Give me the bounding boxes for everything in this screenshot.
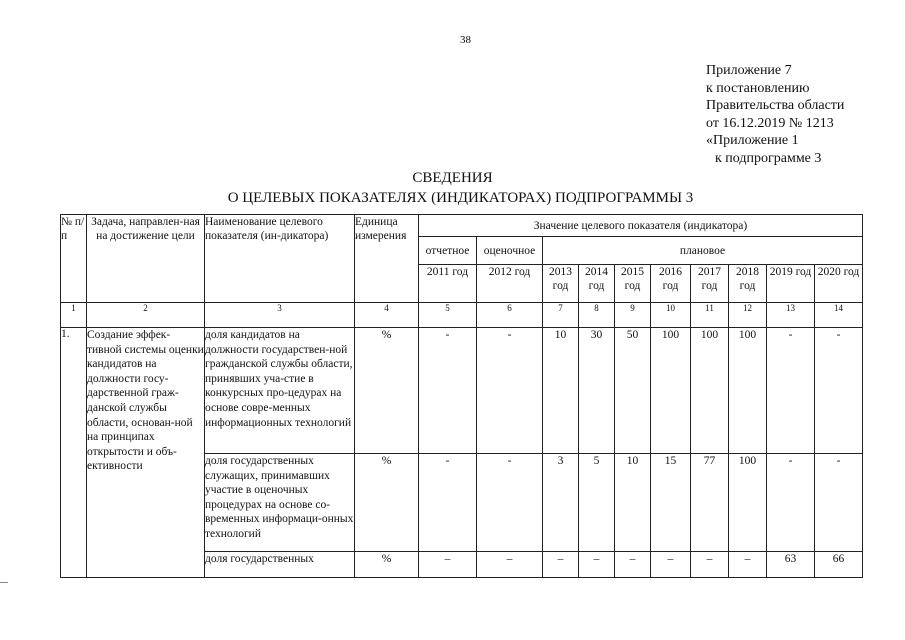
- column-number: 13: [767, 303, 815, 328]
- table-row: [61, 328, 863, 454]
- page-number: 38: [460, 34, 471, 46]
- appendix-line: Приложение 7: [706, 63, 792, 78]
- appendix-line: от 16.12.2019 № 1213: [706, 115, 834, 131]
- indicator-value: 77: [691, 454, 729, 552]
- indicator-value: -: [815, 328, 863, 454]
- column-number: 5: [419, 303, 477, 328]
- year-header: 2013 год: [543, 265, 579, 303]
- indicator-name: доля кандидатов на должности государствен-ной гражданской службы области, принявших уча-стие в конкурсных про-цедурах на основе совре-менных информационных технологий: [205, 328, 355, 454]
- indicator-value: 50: [615, 328, 651, 454]
- indicator-value: 10: [615, 454, 651, 552]
- indicator-value: –: [691, 552, 729, 578]
- header-estimated: оценочное: [477, 237, 543, 265]
- appendix-line: «Приложение 1: [706, 133, 799, 148]
- year-header: 2018 год: [729, 265, 767, 303]
- indicator-value: –: [651, 552, 691, 578]
- year-header: 2015 год: [615, 265, 651, 303]
- indicator-value: 15: [651, 454, 691, 552]
- column-number: 7: [543, 303, 579, 328]
- column-number: 2: [87, 303, 205, 328]
- indicator-value: –: [579, 552, 615, 578]
- header-indicator-name: Наименование целевого показателя (ин-дикатора): [205, 215, 355, 303]
- appendix-line: к постановлению: [706, 80, 810, 96]
- column-numbers-row: [61, 303, 863, 328]
- indicator-value: 66: [815, 552, 863, 578]
- column-number: 14: [815, 303, 863, 328]
- indicator-name: доля государственных: [205, 552, 355, 578]
- year-header: 2012 год: [477, 265, 543, 303]
- year-header: 2020 год: [815, 265, 863, 303]
- indicator-unit: %: [355, 328, 419, 454]
- column-number: 10: [651, 303, 691, 328]
- year-header: 2017 год: [691, 265, 729, 303]
- indicator-value: -: [767, 328, 815, 454]
- indicators-table: [60, 214, 863, 578]
- column-number: 4: [355, 303, 419, 328]
- column-number: 12: [729, 303, 767, 328]
- indicator-value: –: [729, 552, 767, 578]
- year-header: 2019 год: [767, 265, 815, 303]
- indicator-value: -: [477, 328, 543, 454]
- document-subtitle: О ЦЕЛЕВЫХ ПОКАЗАТЕЛЯХ (ИНДИКАТОРАХ) ПОДПРОГРАММЫ 3: [227, 190, 694, 206]
- indicator-value: -: [767, 454, 815, 552]
- year-header: 2011 год: [419, 265, 477, 303]
- row-number: 1.: [61, 328, 87, 578]
- indicator-value: 100: [729, 328, 767, 454]
- indicator-unit: %: [355, 552, 419, 578]
- indicator-unit: %: [355, 454, 419, 552]
- indicator-value: 10: [543, 328, 579, 454]
- appendix-line: Правительства области: [706, 98, 845, 113]
- indicator-value: 100: [691, 328, 729, 454]
- indicator-name: доля государственных служащих, принимавших участие в оценочных процедурах на основе со-временных информаци-онных технологий: [205, 454, 355, 552]
- header-reported: отчетное: [419, 237, 477, 265]
- column-number: 8: [579, 303, 615, 328]
- header-no: № п/п: [61, 215, 87, 303]
- year-header: 2016 год: [651, 265, 691, 303]
- indicator-value: –: [615, 552, 651, 578]
- indicator-value: –: [477, 552, 543, 578]
- header-unit: Единица измерения: [355, 215, 419, 303]
- indicator-value: 100: [651, 328, 691, 454]
- header-planned: плановое: [543, 237, 863, 265]
- header-task: Задача, направлен-ная на достижение цели: [87, 215, 205, 303]
- header-value: Значение целевого показателя (индикатора): [419, 215, 863, 237]
- indicator-value: -: [419, 328, 477, 454]
- scan-edge-mark: [0, 582, 8, 583]
- indicator-value: -: [419, 454, 477, 552]
- indicator-value: 5: [579, 454, 615, 552]
- indicator-value: -: [477, 454, 543, 552]
- indicator-value: –: [543, 552, 579, 578]
- column-number: 9: [615, 303, 651, 328]
- year-header: 2014 год: [579, 265, 615, 303]
- appendix-line: к подпрограмме 3: [715, 150, 822, 166]
- indicator-value: 100: [729, 454, 767, 552]
- appendix-block: [706, 62, 844, 167]
- column-number: 11: [691, 303, 729, 328]
- indicator-value: –: [419, 552, 477, 578]
- indicator-value: -: [815, 454, 863, 552]
- indicator-value: 30: [579, 328, 615, 454]
- column-number: 6: [477, 303, 543, 328]
- column-number: 3: [205, 303, 355, 328]
- indicator-value: 63: [767, 552, 815, 578]
- column-number: 1: [61, 303, 87, 328]
- indicator-value: 3: [543, 454, 579, 552]
- task-description: Создание эффек-тивной системы оценки кандидатов на должности госу-дарственной граж-данской службы области, основан-ной на принципах открытости и объ-ективности: [87, 328, 205, 578]
- document-title: СВЕДЕНИЯ: [412, 170, 493, 186]
